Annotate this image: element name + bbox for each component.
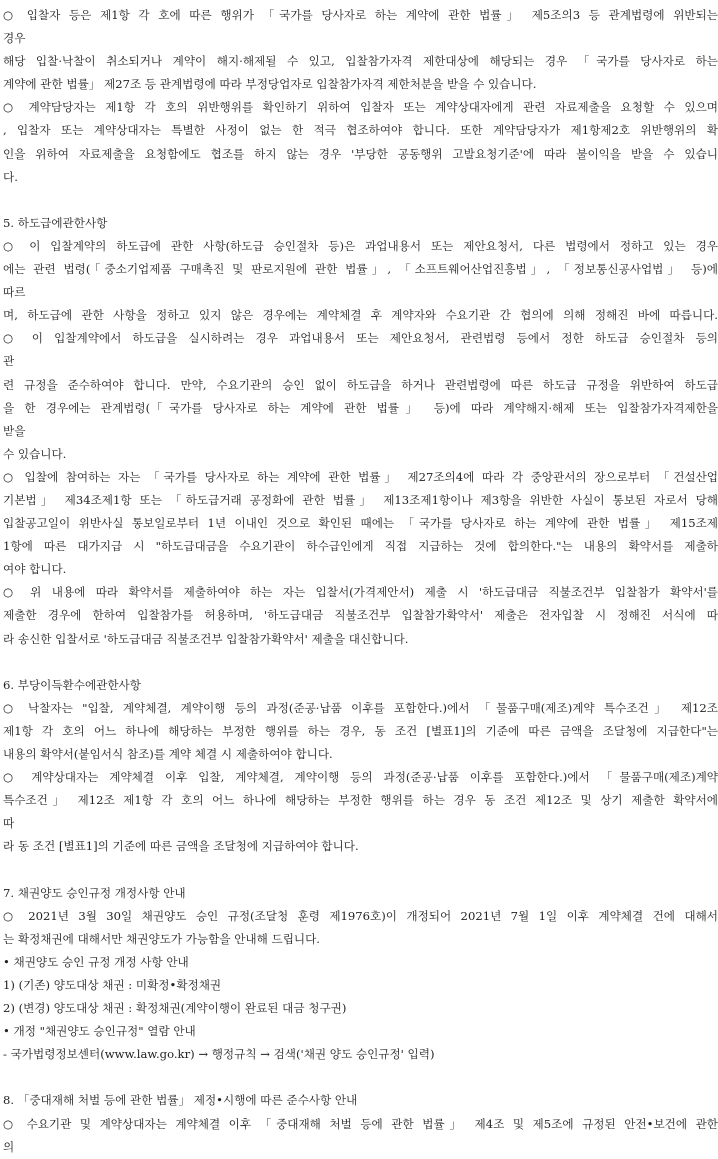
text-line: ○ 이 입찰계약에서 하도급을 실시하려는 경우 과업내용서 또는 제안요청서, 관련법령 등에서 정한 하도급 승인절차 등의 (3, 331, 718, 346)
text-line: 받을 (3, 423, 26, 438)
text-line: 5. 하도급에관한사항 (3, 215, 108, 230)
text-line: • 개정 "채권양도 승인규정" 열람 안내 (3, 1024, 196, 1039)
text-line: ○ 수요기관 및 계약상대자는 계약체결 이후 「중대재해 처벌 등에 관한 법률」 제4조 및 제5조에 규정된 안전•보건에 관한 (3, 1116, 718, 1131)
text-line: 제1항 각 호의 어느 하나에 해당하는 부정한 행위를 하는 경우, 동 조건 [별표1]의 기준에 따른 금액을 조달청에 지급한다"는 (3, 723, 718, 738)
text-line: 1) (기존) 양도대상 채권 : 미확정•확정채권 (3, 977, 222, 992)
blank-line (3, 858, 718, 881)
text-line: 8. 「중대재해 처벌 등에 관한 법률」 제정•시행에 따른 준수사항 안내 (3, 1093, 358, 1108)
text-line: ○ 2021년 3월 30일 채권양도 승인 규정(조달청 훈령 제1976호)이 개정되어 2021년 7월 1일 이후 계약체결 건에 대해서 (3, 908, 718, 923)
text-line: ○ 입찰자 등은 제1항 각 호에 따른 행위가 「국가를 당사자로 하는 계약에 관한 법률」 제5조의3 등 관계법령에 위반되는 (3, 8, 718, 22)
text-line: 는 확정채권에 대해서만 채권양도가 가능함을 안내해 드립니다. (3, 931, 320, 946)
text-line: 라 동 조건 [별표1]의 기준에 따른 금액을 조달청에 지급하여야 합니다. (3, 839, 359, 854)
text-line: • 채권양도 승인 규정 개정 사항 안내 (3, 954, 189, 969)
text-line: 입찰공고일이 위반사실 통보일로부터 1년 이내인 것으로 확인된 때에는 「국가를 당사자로 하는 계약에 관한 법률」 제15조제 (3, 516, 718, 531)
text-line: 련 규정을 준수하여야 합니다. 만약, 수요기관의 승인 없이 하도급을 하거나 관련법령에 따른 하도급 규정을 위반하여 하도급 (3, 377, 718, 392)
text-line: 다. (3, 169, 18, 184)
text-line: 관 (3, 354, 15, 369)
text-line: 인을 위하여 자료제출을 요청함에도 협조를 하지 않는 경우 '부당한 공동행위 고발요청기준'에 따라 불이익을 받을 수 있습니 (3, 146, 718, 161)
text-line: ○ 입찰에 참여하는 자는 「국가를 당사자로 하는 계약에 관한 법률」 제27조의4에 따라 각 중앙관서의 장으로부터 「건설산업 (3, 469, 718, 484)
text-line: 수 있습니다. (3, 446, 67, 461)
text-line: 여야 합니다. (3, 562, 67, 577)
text-line: ○ 계약담당자는 제1항 각 호의 위반행위를 확인하기 위하여 입찰자 또는 계약상대자에게 관련 자료제출을 요청할 수 있으며 (3, 100, 718, 115)
blank-line (3, 651, 718, 674)
text-line: 제출한 경우에 한하여 입찰참가를 허용하며, '하도급대금 직불조건부 입찰참가확약서' 제출은 전자입찰 시 정해진 서식에 따 (3, 608, 718, 623)
blank-line (3, 1066, 718, 1089)
text-line: 을 한 경우에는 관계법령(「국가를 당사자로 하는 계약에 관한 법률」 등)에 따라 계약해지·해제 또는 입찰참가자격제한을 (3, 400, 718, 415)
text-line: 2) (변경) 양도대상 채권 : 확정채권(계약이행이 완료된 대금 청구권) (3, 1001, 347, 1016)
text-line: 7. 채권양도 승인규정 개정사항 안내 (3, 885, 186, 900)
text-line: 따 (3, 816, 15, 831)
text-line: ○ 위 내용에 따라 확약서를 제출하여야 하는 자는 입찰서(가격제안서) 제출 시 '하도급대금 직불조건부 입찰참가 확약서'를 (3, 585, 718, 600)
text-line: 따르 (3, 285, 26, 300)
text-line: 6. 부당이득환수에관한사항 (3, 677, 141, 692)
text-line: 해당 입찰·낙찰이 취소되거나 계약이 해지·해제될 수 있고, 입찰참가자격 제한대상에 해당되는 경우 「국가를 당사자로 하는 (3, 54, 718, 69)
text-line: - 국가법령정보센터(www.law.go.kr) → 행정규칙 → 검색('채권 양도 승인규정' 입력) (3, 1047, 435, 1062)
text-line: 에는 관련 법령(「중소기업제품 구매촉진 및 판로지원에 관한 법률」, 「소프트웨어산업진흥법」, 「정보통신공사업법」 등)에 (3, 262, 718, 277)
text-line: 경우 (3, 31, 26, 46)
text-line: 며, 하도급에 관한 사항을 정하고 있지 않은 경우에는 계약체결 후 계약자와 수요기관 간 협의에 의해 정해진 바에 따릅니다. (3, 308, 718, 323)
text-line: 내용의 확약서(붙임서식 참조)를 계약 체결 시 제출하여야 합니다. (3, 747, 333, 761)
text-line: 특수조건」 제12조 제1항 각 호의 어느 하나에 해당하는 부정한 행위를 하는 경우 동 조건 제12조 및 상기 제출한 확약서에 (3, 793, 718, 808)
text-line: ○ 낙찰자는 "입찰, 계약체결, 계약이행 등의 과정(준공·납품 이후를 포함한다.)에서 「물품구매(제조)계약 특수조건」 제12조 (3, 700, 718, 715)
text-line: ○ 계약상대자는 계약체결 이후 입찰, 계약체결, 계약이행 등의 과정(준공·납품 이후를 포함한다.)에서 「물품구매(제조)계약 (3, 770, 718, 785)
text-line: 1항에 따른 대가지급 시 "하도급대금을 수요기관이 하수급인에게 직접 지급하는 것에 합의한다."는 내용의 확약서를 제출하 (3, 539, 718, 554)
text-line: ○ 이 입찰계약의 하도급에 관한 사항(하도급 승인절차 등)은 과업내용서 또는 제안요청서, 다른 법령에서 정하고 있는 경우 (3, 238, 718, 253)
text-line: 의 (3, 1139, 15, 1154)
text-line: 라 송신한 입찰서로 '하도급대금 직불조건부 입찰참가확약서' 제출을 대신합니다. (3, 631, 409, 646)
blank-line (3, 189, 718, 212)
text-line: , 입찰자 또는 계약상대자는 특별한 사정이 없는 한 적극 협조하여야 합니다. 또한 계약담당자가 제1항제2호 위반행위의 확 (3, 123, 718, 138)
text-line: 기본법」 제34조제1항 또는 「하도급거래 공정화에 관한 법률」 제13조제1항이나 제3항을 위반한 사실이 통보된 자로서 당해 (3, 492, 718, 507)
text-line: 계약에 관한 법률」 제27조 등 관계법령에 따라 부정당업자로 입찰참가자격 제한처분을 받을 수 있습니다. (3, 77, 537, 92)
